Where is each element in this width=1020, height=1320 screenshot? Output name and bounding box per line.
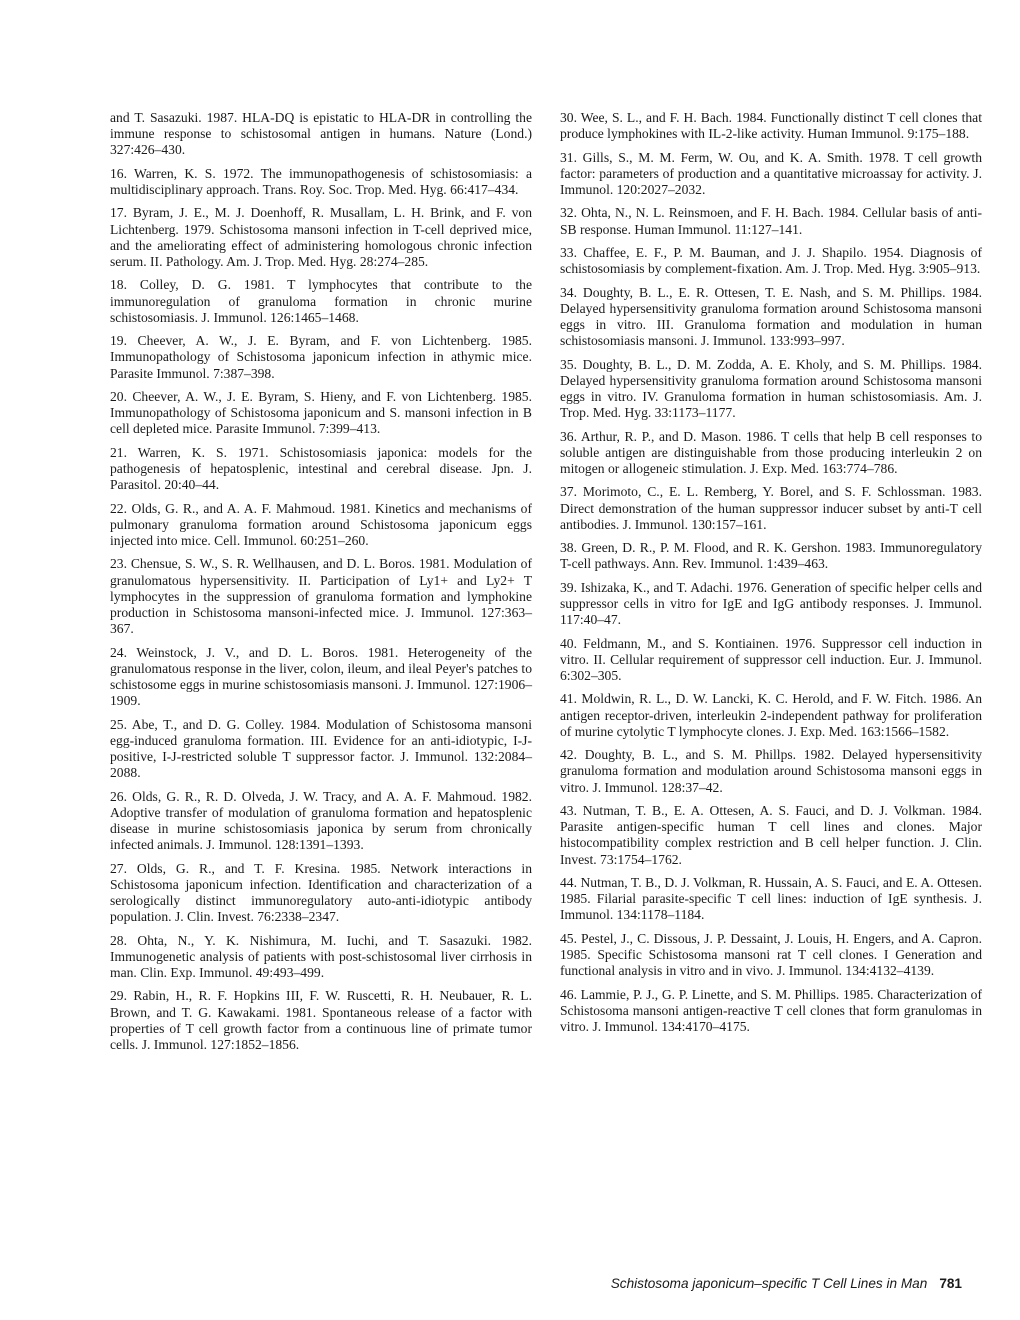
- reference-42: 42. Doughty, B. L., and S. M. Phillps. 1982. Delayed hypersensitivity granuloma formation and modulation around Schistosoma mansoni eggs in vitro. J. Immunol. 128:37–42.: [560, 747, 982, 795]
- reference-24: 24. Weinstock, J. V., and D. L. Boros. 1981. Heterogeneity of the granulomatous response in the liver, colon, ileum, and ileal Peyer's patches to schistosome eggs in murine schistosomiasis mansoni. J. Immunol. 127:1906–1909.: [110, 644, 532, 709]
- reference-21: 21. Warren, K. S. 1971. Schistosomiasis japonica: models for the pathogenesis of hepatosplenic, intestinal and cerebral disease. Jpn. J. Parasitol. 20:40–44.: [110, 444, 532, 493]
- reference-41: 41. Moldwin, R. L., D. W. Lancki, K. C. Herold, and F. W. Fitch. 1986. An antigen receptor-driven, interleukin 2-independent pathway for proliferation of murine cytolytic T lymphocyte clones. J. Exp. Med. 163:1566–1582.: [560, 691, 982, 739]
- left-reference-column: [110, 110, 532, 1060]
- reference-19: 19. Cheever, A. W., J. E. Byram, and F. von Lichtenberg. 1985. Immunopathology of Schistosoma japonicum infection in athymic mice. Parasite Immunol. 7:387–398.: [110, 333, 532, 381]
- reference-45: 45. Pestel, J., C. Dissous, J. P. Dessaint, J. Louis, H. Engers, and A. Capron. 1985. Specific Schistosoma mansoni rat T cell clones. I Generation and functional analysis in vitro and in vivo. J. Immunol. 134:4132–4139.: [560, 930, 982, 979]
- reference-35: 35. Doughty, B. L., D. M. Zodda, A. E. Kholy, and S. M. Phillips. 1984. Delayed hypersensitivity granuloma formation around Schistosoma mansoni eggs in vitro. IV. Granuloma formation in human schistosomiasis. Am. J. Trop. Med. Hyg. 33:1173–1177.: [560, 356, 982, 421]
- reference-29: 29. Rabin, H., R. F. Hopkins III, F. W. Ruscetti, R. H. Neubauer, R. L. Brown, and T. G. Kawakami. 1981. Spontaneous release of a factor with properties of T cell growth factor from a continuous line of primate tumor cells. J. Immunol. 127:1852–1856.: [110, 988, 532, 1052]
- page-number: 781: [939, 1276, 962, 1291]
- reference-32: 32. Ohta, N., N. L. Reinsmoen, and F. H. Bach. 1984. Cellular basis of anti-SB response. Human Immunol. 11:127–141.: [560, 205, 982, 237]
- reference-37: 37. Morimoto, C., E. L. Remberg, Y. Borel, and S. F. Schlossman. 1983. Direct demonstration of the human suppressor inducer subset by anti-T cell antibodies. J. Immunol. 130:157–161.: [560, 484, 982, 532]
- reference-36: 36. Arthur, R. P., and D. Mason. 1986. T cells that help B cell responses to soluble antigen are distinguishable from those producing interleukin 2 on mitogen or allogeneic stimulation. J. Exp. Med. 163:774–786.: [560, 428, 982, 476]
- reference-continuation: and T. Sasazuki. 1987. HLA-DQ is epistatic to HLA-DR in controlling the immune response to schistosomal antigen in humans. Nature (Lond.) 327:426–430.: [110, 110, 532, 158]
- right-reference-column: [560, 110, 982, 1042]
- reference-23: 23. Chensue, S. W., S. R. Wellhausen, and D. L. Boros. 1981. Modulation of granulomatous hypersensitivity. II. Participation of Ly1+ and Ly2+ T lymphocytes in the suppression of granuloma formation and lymphokine production in Schistosoma mansoni-infected mice. J. Immunol. 127:363–367.: [110, 556, 532, 637]
- reference-38: 38. Green, D. R., P. M. Flood, and R. K. Gershon. 1983. Immunoregulatory T-cell pathways. Ann. Rev. Immunol. 1:439–463.: [560, 540, 982, 572]
- reference-40: 40. Feldmann, M., and S. Kontiainen. 1976. Suppressor cell induction in vitro. II. Cellular requirement of suppressor cell induction. Eur. J. Immunol. 6:302–305.: [560, 635, 982, 683]
- reference-18: 18. Colley, D. G. 1981. T lymphocytes that contribute to the immunoregulation of granuloma formation in chronic murine schistosomiasis. J. Immunol. 126:1465–1468.: [110, 277, 532, 325]
- reference-30: 30. Wee, S. L., and F. H. Bach. 1984. Functionally distinct T cell clones that produce lymphokines with IL-2-like activity. Human Immunol. 9:175–188.: [560, 110, 982, 142]
- reference-25: 25. Abe, T., and D. G. Colley. 1984. Modulation of Schistosoma mansoni egg-induced granuloma formation. III. Evidence for an anti-idiotypic, I-J-positive, I-J-restricted soluble T suppressor factor. J. Immunol. 132:2084–2088.: [110, 716, 532, 781]
- reference-26: 26. Olds, G. R., R. D. Olveda, J. W. Tracy, and A. A. F. Mahmoud. 1982. Adoptive transfer of modulation of granuloma formation and hepatosplenic disease in murine schistosomiasis japonica by serum from chronically infected animals. J. Immunol. 128:1391–1393.: [110, 788, 532, 853]
- reference-27: 27. Olds, G. R., and T. F. Kresina. 1985. Network interactions in Schistosoma japonicum infection. Identification and characterization of a serologically distinct immunoregulatory auto-anti-idiotypic antibody population. J. Clin. Invest. 76:2338–2347.: [110, 860, 532, 925]
- reference-44: 44. Nutman, T. B., D. J. Volkman, R. Hussain, A. S. Fauci, and E. A. Ottesen. 1985. Filarial parasite-specific T cell lines: induction of IgE synthesis. J. Immunol. 134:1178–1184.: [560, 874, 982, 923]
- reference-43: 43. Nutman, T. B., E. A. Ottesen, A. S. Fauci, and D. J. Volkman. 1984. Parasite antigen-specific human T cell lines and clones. Major histocompatibility complex restriction and B cell helper function. J. Clin. Invest. 73:1754–1762.: [560, 802, 982, 867]
- page-footer: [560, 1276, 962, 1291]
- reference-28: 28. Ohta, N., Y. K. Nishimura, M. Iuchi, and T. Sasazuki. 1982. Immunogenetic analysis of patients with post-schistosomal liver cirrhosis in man. Clin. Exp. Immunol. 49:493–499.: [110, 932, 532, 980]
- reference-16: 16. Warren, K. S. 1972. The immunopathogenesis of schistosomiasis: a multidisciplinary approach. Trans. Roy. Soc. Trop. Med. Hyg. 66:417–434.: [110, 165, 532, 197]
- reference-34: 34. Doughty, B. L., E. R. Ottesen, T. E. Nash, and S. M. Phillips. 1984. Delayed hypersensitivity granuloma formation around Schistosoma mansoni eggs in vitro. III. Granuloma formation and modulation in human schistosomiasis mansoni. J. Immunol. 133:993–997.: [560, 284, 982, 349]
- reference-20: 20. Cheever, A. W., J. E. Byram, S. Hieny, and F. von Lichtenberg. 1985. Immunopathology of Schistosoma japonicum and S. mansoni infection in B cell depleted mice. Parasite Immunol. 7:399–413.: [110, 388, 532, 437]
- running-title: Schistosoma japonicum–specific T Cell Lines in Man: [610, 1276, 928, 1291]
- reference-22: 22. Olds, G. R., and A. A. F. Mahmoud. 1981. Kinetics and mechanisms of pulmonary granuloma formation around Schistosoma japonicum eggs injected into mice. Cell. Immunol. 60:251–260.: [110, 500, 532, 548]
- reference-33: 33. Chaffee, E. F., P. M. Bauman, and J. J. Shapilo. 1954. Diagnosis of schistosomiasis by complement-fixation. Am. J. Trop. Med. Hyg. 3:905–913.: [560, 244, 982, 277]
- reference-39: 39. Ishizaka, K., and T. Adachi. 1976. Generation of specific helper cells and suppressor cells in vitro for IgE and IgG antibody responses. J. Immunol. 117:40–47.: [560, 579, 982, 628]
- reference-31: 31. Gills, S., M. M. Ferm, W. Ou, and K. A. Smith. 1978. T cell growth factor: parameters of production and a quantitative microassay for activity. J. Immunol. 120:2027–2032.: [560, 149, 982, 197]
- reference-46: 46. Lammie, P. J., G. P. Linette, and S. M. Phillips. 1985. Characterization of Schistosoma mansoni antigen-reactive T cell clones that form granulomas in vitro. J. Immunol. 134:4170–4175.: [560, 986, 982, 1034]
- reference-17: 17. Byram, J. E., M. J. Doenhoff, R. Musallam, L. H. Brink, and F. von Lichtenberg. 1979. Schistosoma mansoni infection in T-cell deprived mice, and the ameliorating effect of administering homologous chronic infection serum. II. Pathology. Am. J. Trop. Med. Hyg. 28:274–285.: [110, 205, 532, 269]
